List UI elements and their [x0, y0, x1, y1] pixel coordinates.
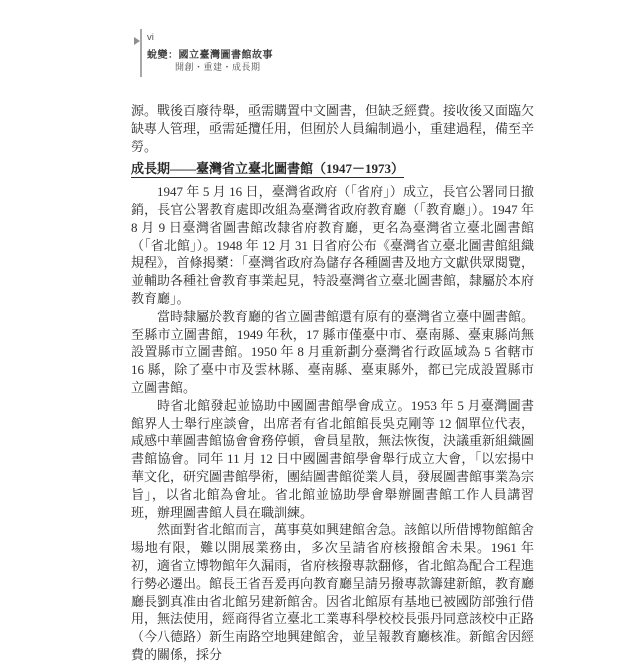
running-header — [134, 29, 364, 81]
body-paragraph-2: 當時隸屬於教育廳的省立圖書館還有原有的臺灣省立臺中圖書館。至縣市立圖書館，1949 年秋，17 縣市僅臺中市、臺南縣、臺東縣尚無設置縣市立圖書館。1950 年 8 月重新劃分臺灣省行政區域為 5 省轄市 16 縣，除了臺中市及雲林縣、臺南縣、臺東縣外，都已完成設置縣市立圖書館。 — [131, 308, 535, 395]
book-title: 蛻變：國立臺灣圖書館故事 — [147, 50, 273, 61]
text-column — [131, 102, 534, 664]
page-number: vi — [147, 32, 154, 43]
section-heading-text: 成長期——臺灣省立臺北圖書館（1947－1973） — [131, 161, 405, 177]
body-paragraph-4: 然面對省北館而言，萬事莫如興建館舍急。該館以所借博物館館舍場地有限，難以開展業務由，多次呈請省府核撥館舍未果。1961 年初，適省立博物館年久漏雨，省府核撥專款翻修，省北館為配合工程進行勢必遷出。館長王省吾爰再向教育廳呈請另撥專款籌建新館，教育廳廳長劉真准由省北館另建新館舍。因省北館原有基地已被國防部強行借用，無法使用，經商得省立臺北工業專科學校校長張丹同意該校中正路（今八德路）新生南路空地興建館舍，並呈報教育廳核准。新館舍因經費的關係，採分 — [131, 522, 535, 662]
continuation-paragraph: 源。戰後百廢待舉，亟需購置中文圖書，但缺乏經費。接收後又面臨欠缺專人管理，亟需延攬任用，但囿於人員編制過小，重建過程，備至辛勞。 — [131, 103, 535, 154]
body-paragraph-3: 時省北館發起並協助中國圖書館學會成立。1953 年 5 月臺灣圖書館界人士舉行座談會，出席者有省北館館長吳克剛等 12 個單位代表，咸感中華圖書館協會會務停頓，會員星散，無法恢復，決議重新組織圖書館協會。同年 11 月 12 日中國圖書館學會舉行成立大會，「以宏揚中華文化，研究圖書館學術，團結圖書館從業人員，發展圖書館事業為宗旨」，以省北館為會址。省北館並協助學會舉辦圖書館工作人員講習班，辦理圖書館人員在職訓練。 — [131, 397, 535, 520]
section-heading — [131, 160, 534, 178]
header-vertical-rule — [140, 29, 142, 77]
book-subtitle: 開創・重建・成長期 — [175, 62, 261, 72]
body-paragraph-1: 1947 年 5 月 16 日，臺灣省政府（「省府」）成立，長官公署同日撤銷，長官公署教育處即改組為臺灣省政府教育廳（「教育廳」）。1947 年 8 月 9 日臺灣省圖書館改隸省府教育廳，更名為臺灣省立臺北圖書館（「省北館」）。1948 年 12 月 31 日省府公布《臺灣省立臺北圖書館組織規程》，首條揭櫫：「臺灣省政府為儲存各種圖書及地方文獻供眾閱覽，並輔助各種社會教育事業起見，特設臺灣省立臺北圖書館，隸屬於本府教育廳」。 — [131, 184, 535, 306]
